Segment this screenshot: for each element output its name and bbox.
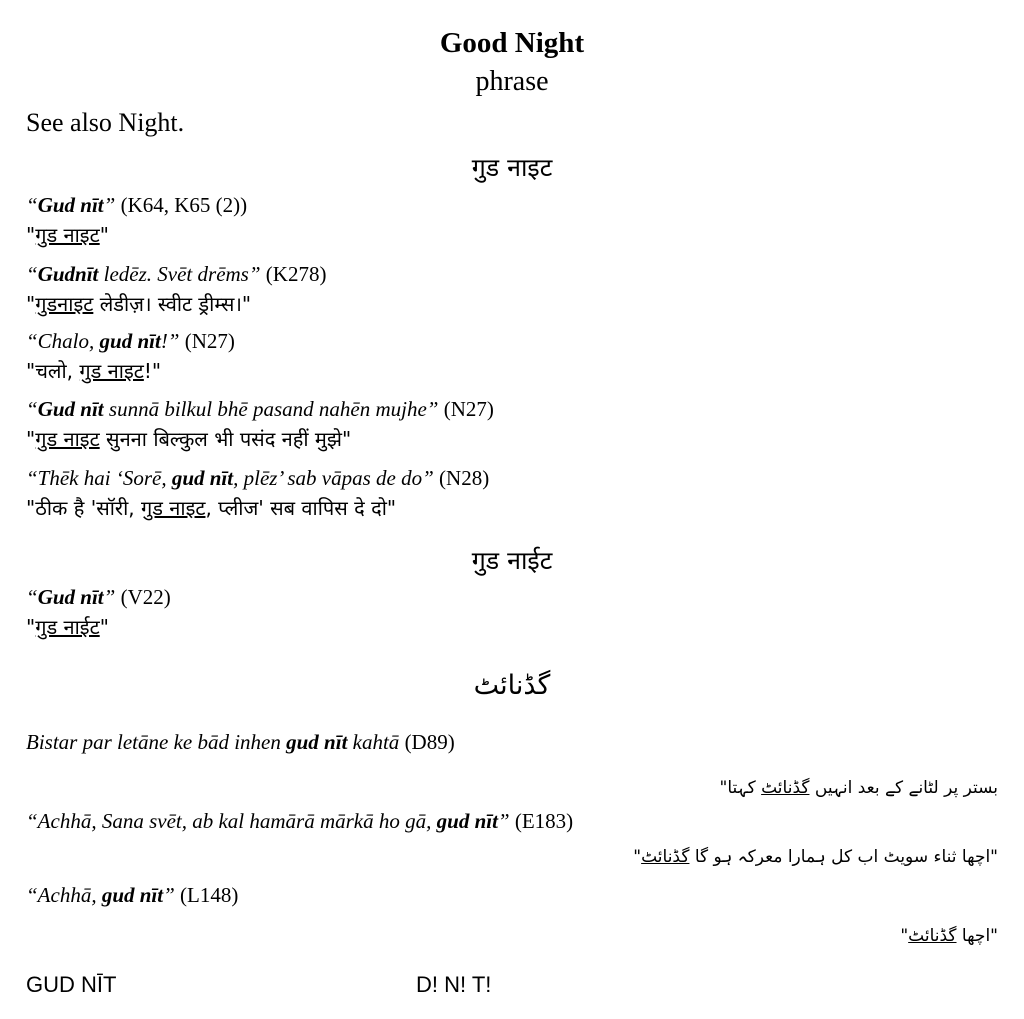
example-transliteration: Bistar par letāne ke bād inhen gud nīt kahtā (D89) bbox=[26, 730, 455, 754]
example-devanagari: "चलो, गुड नाइट!" bbox=[26, 359, 162, 383]
example-transliteration: “Gud nīt” (V22) bbox=[26, 585, 171, 609]
example-transliteration: “Gud nīt sunnā bilkul bhē pasand nahēn mujhe” (N27) bbox=[26, 397, 494, 421]
example-transliteration: “Achhā, Sana svēt, ab kal hamārā mārkā ho gā, gud nīt” (E183) bbox=[26, 809, 574, 833]
footer-transliteration-key: GUD NĪT bbox=[26, 972, 117, 997]
example-devanagari: "गुड नाईट" bbox=[26, 615, 109, 639]
example-transliteration: “Thēk hai ‘Sorē, gud nīt, plēz’ sab vāpas de do” (N28) bbox=[26, 466, 490, 490]
example-transliteration: “Gud nīt” (K64, K65 (2)) bbox=[26, 193, 248, 217]
example-devanagari: "गुडनाइट लेडीज़। स्वीट ड्रीम्स।" bbox=[26, 292, 252, 316]
see-also-note: See also Night. bbox=[26, 108, 185, 137]
section-heading-urdu: گڈنائٹ bbox=[473, 670, 551, 701]
example-transliteration: “Gudnīt ledēz. Svēt drēms” (K278) bbox=[26, 262, 327, 286]
example-urdu: بستر پر لٹانے کے بعد انہیں گڈنائٹ کہتا" bbox=[719, 778, 998, 798]
example-devanagari: "गुड नाइट सुनना बिल्कुल भी पसंद नहीं मुझे" bbox=[26, 427, 352, 451]
part-of-speech: phrase bbox=[475, 66, 549, 97]
footer-pronunciation-key: D! N! T! bbox=[416, 972, 492, 997]
example-urdu: "اچھا ثناء سویٹ اب کل ہمارا معرکہ ہو گا گڈنائٹ" bbox=[633, 847, 998, 867]
example-urdu: "اچھا گڈنائٹ" bbox=[900, 926, 998, 946]
entry-title: Good Night bbox=[439, 27, 585, 59]
example-devanagari: "गुड नाइट" bbox=[26, 223, 109, 247]
example-transliteration: “Chalo, gud nīt!” (N27) bbox=[26, 329, 235, 353]
section-heading-hindi-1: गुड नाइट bbox=[471, 153, 553, 182]
example-transliteration: “Achhā, gud nīt” (L148) bbox=[26, 883, 239, 907]
example-devanagari: "ठीक है 'सॉरी, गुड नाइट, प्लीज' सब वापिस दे दो" bbox=[26, 496, 397, 520]
section-heading-hindi-2: गुड नाईट bbox=[471, 546, 553, 575]
